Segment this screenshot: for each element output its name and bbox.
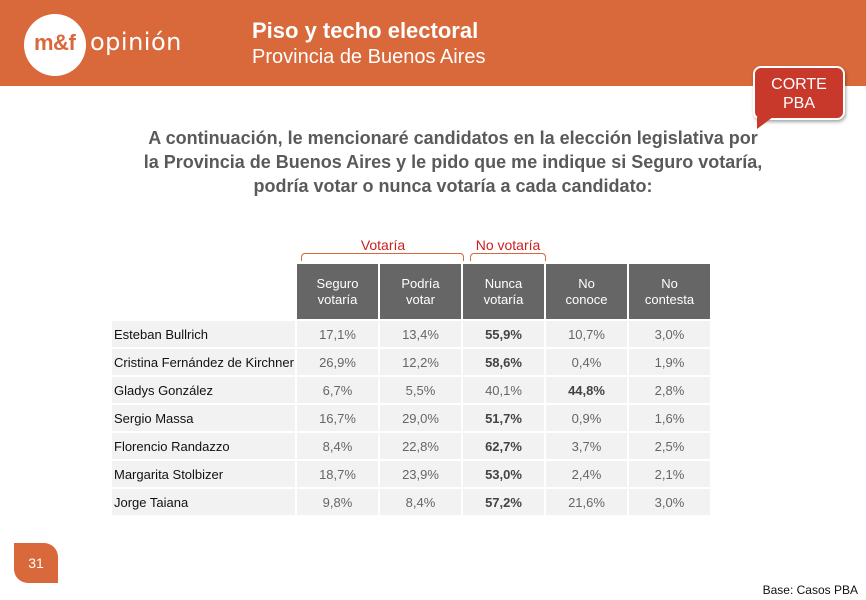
table-cell: 10,7% [546, 321, 627, 347]
column-header: No conoce [546, 264, 627, 319]
badge-line-2: PBA [782, 95, 815, 112]
logo-mf: m&f [34, 30, 76, 55]
survey-question: A continuación, le mencionaré candidatos en la elección legislativa por la Provincia de Buenos Aires y le pido que me indique si Seguro votaría, podría votar o nunca votaría a cada candidato: [143, 128, 763, 196]
group-label-votaria: Votaría [360, 237, 406, 253]
candidate-name: Esteban Bullrich [112, 321, 295, 347]
table-cell: 2,4% [546, 461, 627, 487]
table-cell: 16,7% [297, 405, 378, 431]
table-cell: 1,6% [629, 405, 710, 431]
table-cell: 0,4% [546, 349, 627, 375]
table-cell: 9,8% [297, 489, 378, 515]
page-number: 31 [14, 543, 58, 583]
column-header: No contesta [629, 264, 710, 319]
table-cell: 8,4% [380, 489, 461, 515]
candidate-name: Sergio Massa [112, 405, 295, 431]
table-cell: 8,4% [297, 433, 378, 459]
table-cell: 5,5% [380, 377, 461, 403]
column-header: Seguro votaría [297, 264, 378, 319]
header-bar [0, 0, 866, 86]
table-cell: 26,9% [297, 349, 378, 375]
table-cell: 1,9% [629, 349, 710, 375]
table-corner [112, 264, 295, 319]
table-cell: 13,4% [380, 321, 461, 347]
group-label-no-votaria: No votaría [475, 237, 541, 253]
badge-line-1: CORTE [771, 76, 827, 93]
base-note: Base: Casos PBA [762, 583, 858, 597]
table-cell: 0,9% [546, 405, 627, 431]
table-cell: 6,7% [297, 377, 378, 403]
table-cell: 62,7% [463, 433, 544, 459]
table-cell: 17,1% [297, 321, 378, 347]
table-row [112, 489, 710, 515]
table-cell: 18,7% [297, 461, 378, 487]
column-header: Nunca votaría [463, 264, 544, 319]
corte-badge [753, 66, 845, 120]
candidate-name: Cristina Fernández de Kirchner [112, 349, 295, 375]
table-cell: 55,9% [463, 321, 544, 347]
table-cell: 23,9% [380, 461, 461, 487]
table-row [112, 321, 710, 347]
results-table [110, 262, 712, 517]
table-cell: 53,0% [463, 461, 544, 487]
logo-wordmark: opinión [90, 28, 182, 56]
table-row [112, 349, 710, 375]
slide-title: Piso y techo electoral [252, 18, 479, 43]
table-cell: 21,6% [546, 489, 627, 515]
table-cell: 29,0% [380, 405, 461, 431]
bracket-votaria [301, 253, 464, 261]
table-cell: 3,7% [546, 433, 627, 459]
candidate-name: Jorge Taiana [112, 489, 295, 515]
table-cell: 51,7% [463, 405, 544, 431]
candidate-name: Margarita Stolbizer [112, 461, 295, 487]
table-row [112, 461, 710, 487]
slide-subtitle: Provincia de Buenos Aires [252, 46, 486, 68]
table-cell: 2,5% [629, 433, 710, 459]
table-row [112, 433, 710, 459]
candidate-name: Gladys González [112, 377, 295, 403]
table-cell: 40,1% [463, 377, 544, 403]
table-cell: 3,0% [629, 321, 710, 347]
table-header-row [112, 264, 710, 319]
table-cell: 3,0% [629, 489, 710, 515]
table-cell: 58,6% [463, 349, 544, 375]
candidate-name: Florencio Randazzo [112, 433, 295, 459]
table-row [112, 377, 710, 403]
table-cell: 12,2% [380, 349, 461, 375]
table-cell: 57,2% [463, 489, 544, 515]
column-header: Podría votar [380, 264, 461, 319]
table-cell: 22,8% [380, 433, 461, 459]
bracket-no-votaria [470, 253, 546, 261]
table-row [112, 405, 710, 431]
table-cell: 2,1% [629, 461, 710, 487]
table-cell: 44,8% [546, 377, 627, 403]
table-cell: 2,8% [629, 377, 710, 403]
